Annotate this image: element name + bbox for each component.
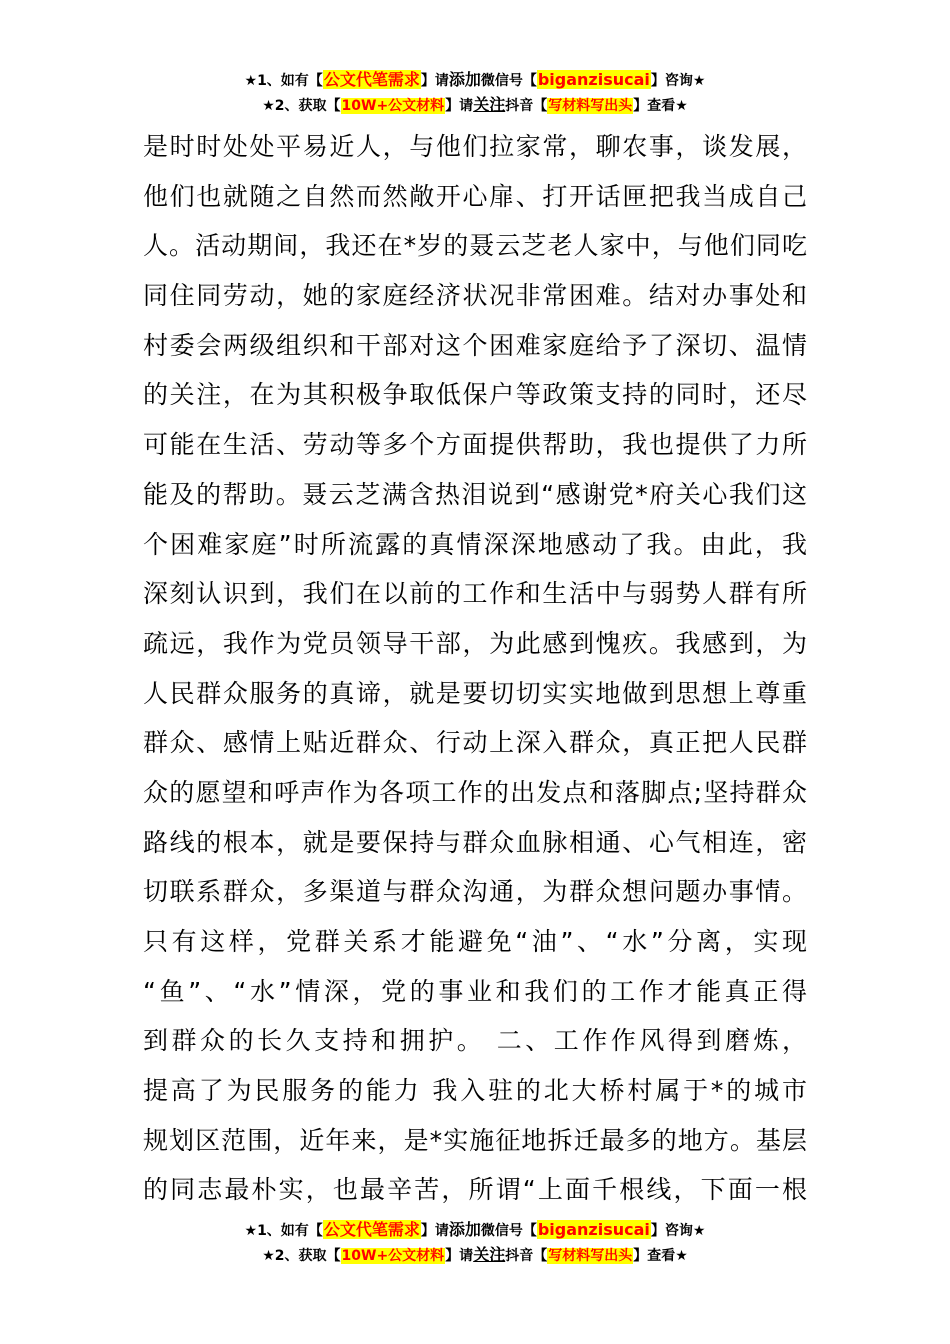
wechat-id: biganzisucai (537, 1220, 650, 1239)
banner-line-2 (0, 1243, 950, 1268)
banner-text: 抖音【 (505, 1248, 548, 1264)
banner-emphasis: 添加 (448, 70, 481, 89)
banner-line-2 (0, 93, 950, 118)
douyin-account: 写材料写出头 (548, 98, 633, 114)
body-line: 人民群众服务的真谛，就是要切切实实地做到思想上尊重 (143, 678, 807, 708)
body-line: 切联系群众，多渠道与群众沟通，为群众想问题办事情。 (143, 877, 807, 907)
body-line: 能及的帮助。聂云芝满含热泪说到“感谢党*府关心我们这 (143, 479, 807, 509)
body-line: 村委会两级组织和干部对这个困难家庭给予了深切、温情 (143, 330, 807, 360)
highlight-service: 公文代笔需求 (323, 1220, 420, 1239)
douyin-account: 写材料写出头 (548, 1248, 633, 1264)
body-line: 是时时处处平易近人，与他们拉家常，聊农事，谈发展， (143, 132, 807, 161)
banner-text: 】请 (420, 73, 449, 89)
banner-text: 抖音【 (505, 98, 548, 114)
body-line: 规划区范围，近年来，是*实施征地拆迁最多的地方。基层 (143, 1125, 807, 1155)
body-line: 个困难家庭”时所流露的真情深深地感动了我。由此，我 (143, 529, 807, 559)
body-line: 只有这样，党群关系才能避免“油”、“水”分离，实现 (143, 927, 807, 956)
banner-emphasis: 添加 (448, 1220, 481, 1239)
banner-emphasis: 关注 (473, 1245, 506, 1264)
body-line: 他们也就随之自然而然敞开心扉、打开话匣把我当成自己 (143, 181, 807, 211)
banner-text: 微信号【 (480, 1223, 537, 1239)
banner-emphasis: 关注 (473, 95, 506, 114)
banner-text: 微信号【 (480, 73, 537, 89)
banner-text: 】咨询★ (650, 73, 706, 89)
document-body (143, 122, 807, 1215)
banner-text: ★1、如有【 (244, 73, 323, 89)
body-line: 同住同劳动，她的家庭经济状况非常困难。结对办事处和 (143, 281, 807, 311)
highlight-materials: 10W+公文材料 (341, 98, 445, 114)
body-line: 提高了为民服务的能力 我入驻的北大桥村属于*的城市 (143, 1076, 807, 1106)
banner-text: 】请 (445, 98, 474, 114)
banner-text: ★1、如有【 (244, 1223, 323, 1239)
body-line: 人。活动期间，我还在*岁的聂云芝老人家中，与他们同吃 (143, 231, 807, 261)
body-line: 众的愿望和呼声作为各项工作的出发点和落脚点;坚持群众 (143, 777, 807, 807)
footer-banner (0, 1218, 950, 1268)
body-line: 到群众的长久支持和拥护。 二、工作作风得到磨炼， (143, 1026, 807, 1056)
banner-text: ★2、获取【 (262, 98, 341, 114)
banner-text: 】查看★ (633, 98, 688, 114)
banner-text: ★2、获取【 (262, 1248, 341, 1264)
banner-text: 】请 (445, 1248, 474, 1264)
body-line: 的同志最朴实，也最辛苦，所谓“上面千根线，下面一根 (143, 1175, 807, 1205)
banner-line-1 (0, 68, 950, 93)
body-line: 深刻认识到，我们在以前的工作和生活中与弱势人群有所 (143, 579, 807, 609)
wechat-id: biganzisucai (537, 70, 650, 89)
body-line: 路线的根本，就是要保持与群众血脉相通、心气相连，密 (143, 827, 807, 857)
highlight-service: 公文代笔需求 (323, 70, 420, 89)
banner-line-1 (0, 1218, 950, 1243)
body-line: 的关注，在为其积极争取低保户等政策支持的同时，还尽 (143, 380, 807, 410)
body-line: 可能在生活、劳动等多个方面提供帮助，我也提供了力所 (143, 430, 807, 460)
header-banner (0, 68, 950, 118)
body-line: “鱼”、“水”情深，党的事业和我们的工作才能真正得 (143, 976, 807, 1006)
banner-text: 】请 (420, 1223, 449, 1239)
banner-text: 】查看★ (633, 1248, 688, 1264)
banner-text: 】咨询★ (650, 1223, 706, 1239)
body-line: 群众、感情上贴近群众、行动上深入群众，真正把人民群 (143, 728, 807, 758)
body-line: 疏远，我作为党员领导干部，为此感到愧疚。我感到，为 (143, 628, 807, 658)
highlight-materials: 10W+公文材料 (341, 1248, 445, 1264)
